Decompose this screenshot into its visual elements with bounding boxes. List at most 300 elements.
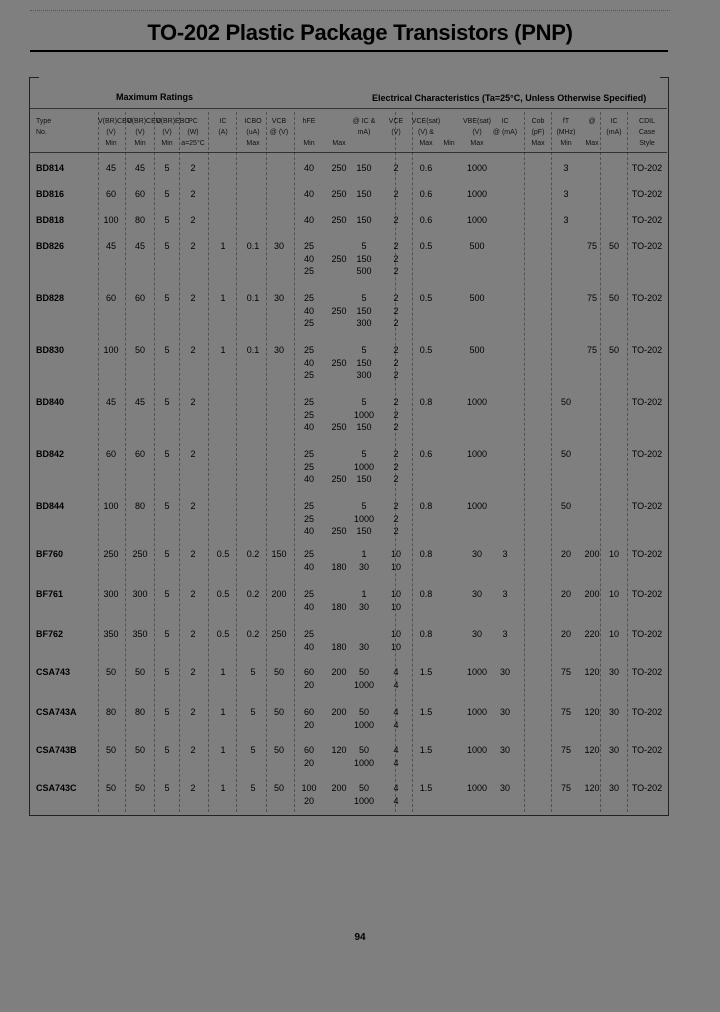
cell-vce: 2	[393, 370, 399, 380]
cell-hfe-min: 25	[303, 461, 314, 472]
cell-hfe-min: 40	[303, 601, 314, 612]
cell-ic: 1	[220, 241, 226, 251]
cell-ic-hfe: 150	[356, 422, 372, 432]
cell-ft: 75	[560, 667, 571, 677]
column-header-1-top: V(BR)CBO	[98, 118, 133, 125]
cell-vce-sat: 0.8	[419, 629, 433, 639]
column-header-16-bot: Max	[531, 140, 545, 147]
cell-vce: 2	[393, 357, 399, 368]
cell-ic: 1	[220, 783, 226, 793]
cell-vcbo: 45	[105, 397, 116, 407]
cell-ic-hfe: 500	[356, 266, 372, 276]
column-header-7-top: VCB	[271, 118, 287, 125]
cell-type: BD844	[36, 501, 65, 511]
cell-vce: 4	[393, 707, 399, 717]
cell-ic-hfe: 150	[356, 474, 372, 484]
top-dotted-rule	[30, 10, 670, 11]
cell-ic-hfe: 30	[358, 601, 369, 612]
cell-vce: 2	[393, 318, 399, 328]
cell-case: TO-202	[631, 667, 663, 677]
cell-hfe-min: 25	[303, 589, 314, 599]
cell-vceo: 50	[134, 667, 145, 677]
cell-vebo: 5	[164, 589, 170, 599]
cell-ft: 20	[560, 629, 571, 639]
cell-hfe-max: 200	[331, 783, 347, 793]
cell-ic: 1	[220, 293, 226, 303]
column-header-0-top: Type	[36, 118, 52, 125]
cell-ic-hfe: 5	[361, 293, 367, 303]
cell-vce-sat: 0.6	[419, 163, 433, 173]
cell-pc: 2	[190, 397, 196, 407]
cell-vceo: 60	[134, 449, 145, 459]
cell-vcb: 50	[273, 707, 284, 717]
cell-ic-hfe: 300	[356, 318, 372, 328]
column-header-11-top: VCE	[388, 118, 404, 125]
cell-ic-ft: 10	[608, 629, 619, 639]
column-header-4-mid: (W)	[187, 129, 199, 136]
cell-vce: 4	[393, 795, 399, 806]
column-header-16-mid: (pF)	[531, 129, 545, 136]
cell-vceo: 250	[132, 549, 148, 559]
cell-vce-sat: 0.6	[419, 215, 433, 225]
column-header-14-bot: Max	[470, 140, 484, 147]
column-header-6-mid: (uA)	[246, 129, 260, 136]
cell-vce-sat: 1.5	[419, 707, 433, 717]
cell-vce-sat: 1.5	[419, 745, 433, 755]
cell-ic-sat: 30	[499, 667, 510, 677]
cell-hfe-max: 250	[331, 422, 347, 432]
cell-ic-hfe: 1000	[353, 679, 375, 690]
cell-vbe-sat: 1000	[466, 667, 488, 677]
cell-hfe-min: 25	[303, 318, 314, 328]
cell-vbe-sat: 30	[471, 549, 482, 559]
cell-ic-sat: 3	[502, 629, 508, 639]
cell-pc: 2	[190, 629, 196, 639]
table-row	[0, 396, 720, 436]
cell-type: BD814	[36, 163, 65, 173]
cell-ic-hfe: 150	[356, 163, 372, 173]
cell-vebo: 5	[164, 549, 170, 559]
cell-vbe-sat: 1000	[466, 215, 488, 225]
page-title: TO-202 Plastic Package Transistors (PNP)	[147, 20, 573, 45]
cell-ic-ft: 50	[608, 345, 619, 355]
cell-ic-hfe: 1	[361, 589, 367, 599]
cell-pc: 2	[190, 345, 196, 355]
cell-vcb: 30	[273, 241, 284, 251]
cell-vebo: 5	[164, 163, 170, 173]
cell-ic-hfe: 150	[356, 189, 372, 199]
cell-hfe-max: 250	[331, 215, 347, 225]
cell-ft: 3	[563, 215, 569, 225]
cell-hfe-min: 25	[303, 409, 314, 420]
column-header-8-bot: Min	[303, 140, 315, 147]
cell-vce: 4	[393, 667, 399, 677]
cell-case: TO-202	[631, 345, 663, 355]
cell-ic-hfe: 5	[361, 397, 367, 407]
cell-ic-hfe: 150	[356, 305, 372, 316]
cell-ic-hfe: 50	[358, 745, 369, 755]
cell-case: TO-202	[631, 189, 663, 199]
cell-hfe-min: 25	[303, 549, 314, 559]
cell-vcbo: 60	[105, 293, 116, 303]
cell-vce-sat: 0.5	[419, 345, 433, 355]
cell-hfe-min: 20	[303, 719, 314, 730]
cell-ic-hfe: 5	[361, 501, 367, 511]
cell-case: TO-202	[631, 589, 663, 599]
cell-ft: 50	[560, 397, 571, 407]
cell-vceo: 50	[134, 345, 145, 355]
table-row	[0, 344, 720, 384]
cell-pc: 2	[190, 449, 196, 459]
cell-ft: 50	[560, 449, 571, 459]
cell-icbo: 5	[250, 745, 256, 755]
cell-hfe-min: 60	[303, 707, 314, 717]
cell-ft: 75	[560, 707, 571, 717]
cell-ic: 1	[220, 345, 226, 355]
column-header-18-bot: Max	[585, 140, 599, 147]
cell-vbe-sat: 30	[471, 629, 482, 639]
table-row	[0, 782, 720, 822]
cell-vceo: 60	[134, 189, 145, 199]
cell-vce: 4	[393, 719, 399, 730]
cell-vebo: 5	[164, 707, 170, 717]
cell-vceo: 50	[134, 783, 145, 793]
cell-ic: 1	[220, 745, 226, 755]
cell-hfe-min: 40	[303, 357, 314, 368]
column-header-19-mid: (mA)	[606, 129, 622, 136]
cell-vce: 2	[393, 526, 399, 536]
cell-vbe-sat: 1000	[466, 745, 488, 755]
cell-vcb: 150	[271, 549, 287, 559]
cell-case: TO-202	[631, 629, 663, 639]
cell-vceo: 300	[132, 589, 148, 599]
cell-vebo: 5	[164, 345, 170, 355]
cell-vce: 2	[393, 449, 399, 459]
column-header-14-top: VBE(sat)	[462, 118, 491, 125]
cell-ic-ft: 30	[608, 745, 619, 755]
cell-hfe-max: 250	[331, 305, 347, 316]
cell-ic-hfe: 150	[356, 526, 372, 536]
cell-vbe-sat: 500	[469, 293, 485, 303]
cell-pc: 2	[190, 215, 196, 225]
cell-vceo: 45	[134, 241, 145, 251]
cell-vcbo: 60	[105, 189, 116, 199]
column-header-17-bot: Min	[560, 140, 572, 147]
cell-ic-hfe: 300	[356, 370, 372, 380]
cell-vce: 2	[393, 266, 399, 276]
column-header-18-top: @	[588, 118, 596, 125]
cell-vbe-sat: 500	[469, 241, 485, 251]
cell-case: TO-202	[631, 745, 663, 755]
cell-type: BD816	[36, 189, 65, 199]
cell-type: BF761	[36, 589, 64, 599]
cell-vcbo: 50	[105, 783, 116, 793]
cell-vebo: 5	[164, 397, 170, 407]
page-number: 94	[354, 932, 366, 943]
cell-type: BF760	[36, 549, 64, 559]
cell-ic-hfe: 50	[358, 667, 369, 677]
cell-vce: 2	[393, 163, 399, 173]
table-row	[0, 666, 720, 706]
cell-hfe-min: 25	[303, 293, 314, 303]
cell-vebo: 5	[164, 189, 170, 199]
column-header-4-bot: a=25°C	[181, 140, 205, 147]
cell-hfe-max: 250	[331, 253, 347, 264]
cell-ic-sat: 30	[499, 745, 510, 755]
cell-vbe-sat: 1000	[466, 189, 488, 199]
cell-vcbo: 300	[103, 589, 119, 599]
column-header-20-top: CDIL	[639, 118, 655, 125]
cell-hfe-min: 40	[303, 561, 314, 572]
cell-ft: 20	[560, 589, 571, 599]
cell-ic-ft: 30	[608, 707, 619, 717]
cell-vceo: 80	[134, 501, 145, 511]
cell-hfe-max: 180	[331, 601, 347, 612]
cell-ic-hfe: 5	[361, 345, 367, 355]
cell-hfe-max: 250	[331, 474, 347, 484]
column-header-2-bot: Min	[134, 140, 146, 147]
cell-pc: 2	[190, 163, 196, 173]
cell-ic-hfe: 150	[356, 357, 372, 368]
cell-ic-hfe: 1000	[353, 409, 375, 420]
cell-vebo: 5	[164, 449, 170, 459]
cell-hfe-min: 25	[303, 345, 314, 355]
cell-vcb: 30	[273, 293, 284, 303]
cell-vce: 2	[393, 305, 399, 316]
cell-ic-hfe: 1000	[353, 461, 375, 472]
cell-ft: 75	[560, 745, 571, 755]
cell-vce: 4	[393, 679, 399, 690]
cell-case: TO-202	[631, 241, 663, 251]
cell-vce: 10	[390, 641, 401, 652]
table-row	[0, 744, 720, 784]
cell-vebo: 5	[164, 783, 170, 793]
cell-pc: 2	[190, 549, 196, 559]
cell-vcb: 50	[273, 667, 284, 677]
cell-icbo: 0.2	[246, 589, 260, 599]
cell-icbo: 5	[250, 667, 256, 677]
column-header-4-top: PC	[188, 118, 198, 125]
cell-ft-max: 200	[584, 549, 600, 559]
column-header-20-bot: Style	[639, 140, 655, 147]
cell-vebo: 5	[164, 667, 170, 677]
cell-ic-hfe: 5	[361, 241, 367, 251]
column-header-13-bot: Min	[443, 140, 455, 147]
cell-hfe-min: 40	[303, 163, 314, 173]
cell-ic-hfe: 30	[358, 561, 369, 572]
cell-vce-sat: 0.8	[419, 549, 433, 559]
cell-pc: 2	[190, 667, 196, 677]
cell-hfe-min: 25	[303, 501, 314, 511]
cell-icbo: 0.1	[246, 241, 260, 251]
group-max-ratings: Maximum Ratings	[116, 92, 194, 102]
cell-vebo: 5	[164, 215, 170, 225]
cell-vbe-sat: 1000	[466, 449, 488, 459]
cell-vce: 2	[393, 501, 399, 511]
cell-ft-max: 75	[586, 345, 597, 355]
cell-ft-max: 120	[584, 667, 600, 677]
cell-vce: 4	[393, 783, 399, 793]
cell-pc: 2	[190, 707, 196, 717]
cell-hfe-max: 200	[331, 667, 347, 677]
cell-hfe-min: 25	[303, 370, 314, 380]
cell-vce: 10	[390, 629, 401, 639]
cell-ic-ft: 10	[608, 549, 619, 559]
cell-vbe-sat: 1000	[466, 397, 488, 407]
column-header-9-bot: Max	[332, 140, 346, 147]
cell-hfe-min: 20	[303, 795, 314, 806]
cell-hfe-min: 40	[303, 422, 314, 432]
cell-case: TO-202	[631, 397, 663, 407]
cell-pc: 2	[190, 589, 196, 599]
cell-pc: 2	[190, 241, 196, 251]
cell-vce: 4	[393, 745, 399, 755]
cell-pc: 2	[190, 501, 196, 511]
table-row	[0, 548, 720, 588]
cell-ft: 3	[563, 189, 569, 199]
cell-ic-hfe: 1000	[353, 719, 375, 730]
cell-icbo: 0.1	[246, 293, 260, 303]
column-header-14-mid: (V)	[472, 129, 482, 136]
cell-ic-ft: 50	[608, 293, 619, 303]
cell-type: CSA743B	[36, 745, 77, 755]
cell-hfe-max: 250	[331, 357, 347, 368]
cell-ic-hfe: 50	[358, 783, 369, 793]
cell-icbo: 0.2	[246, 549, 260, 559]
cell-ic-ft: 30	[608, 667, 619, 677]
cell-vcb: 50	[273, 783, 284, 793]
cell-hfe-min: 25	[303, 449, 314, 459]
cell-ft-max: 120	[584, 707, 600, 717]
table-row	[0, 500, 720, 540]
cell-ft: 3	[563, 163, 569, 173]
cell-hfe-min: 20	[303, 757, 314, 768]
cell-hfe-min: 25	[303, 513, 314, 524]
table-row	[0, 448, 720, 488]
cell-vce: 10	[390, 561, 401, 572]
column-header-11-mid: (V)	[391, 129, 401, 136]
cell-vcb: 30	[273, 345, 284, 355]
column-header-8-top: hFE	[302, 118, 316, 125]
column-header-6-bot: Max	[246, 140, 260, 147]
cell-ic: 0.5	[216, 589, 230, 599]
cell-vce-sat: 1.5	[419, 783, 433, 793]
cell-icbo: 0.2	[246, 629, 260, 639]
cell-vebo: 5	[164, 501, 170, 511]
cell-ic-hfe: 1	[361, 549, 367, 559]
column-header-7-mid: @ (V)	[269, 129, 289, 136]
cell-vbe-sat: 1000	[466, 707, 488, 717]
cell-vceo: 80	[134, 215, 145, 225]
cell-vebo: 5	[164, 745, 170, 755]
cell-vce: 2	[393, 474, 399, 484]
cell-vce: 4	[393, 757, 399, 768]
cell-vcbo: 100	[103, 501, 119, 511]
cell-ft-max: 75	[586, 241, 597, 251]
cell-vceo: 60	[134, 293, 145, 303]
cell-hfe-min: 40	[303, 526, 314, 536]
cell-hfe-min: 100	[301, 783, 317, 793]
column-header-1-mid: (V)	[106, 129, 116, 136]
cell-ic: 0.5	[216, 549, 230, 559]
cell-hfe-min: 40	[303, 474, 314, 484]
cell-vcbo: 100	[103, 345, 119, 355]
group-electrical: Electrical Characteristics (Ta=25°C, Unless Otherwise Specified)	[372, 93, 647, 103]
cell-icbo: 0.1	[246, 345, 260, 355]
cell-ic-sat: 30	[499, 783, 510, 793]
cell-vcb: 250	[271, 629, 287, 639]
cell-ic-hfe: 1000	[353, 795, 375, 806]
column-header-15-mid: @ (mA)	[492, 129, 518, 136]
cell-ic-sat: 3	[502, 549, 508, 559]
cell-ic-hfe: 50	[358, 707, 369, 717]
cell-vbe-sat: 1000	[466, 783, 488, 793]
cell-hfe-max: 180	[331, 641, 347, 652]
cell-vcbo: 60	[105, 449, 116, 459]
cell-hfe-min: 25	[303, 266, 314, 276]
cell-case: TO-202	[631, 549, 663, 559]
cell-ft: 50	[560, 501, 571, 511]
column-header-2-top: V(BR)CEO	[127, 118, 162, 125]
cell-vce: 2	[393, 461, 399, 472]
cell-vce: 2	[393, 241, 399, 251]
cell-vceo: 45	[134, 397, 145, 407]
cell-pc: 2	[190, 783, 196, 793]
cell-ic-hfe: 1000	[353, 513, 375, 524]
cell-vceo: 350	[132, 629, 148, 639]
cell-vce-sat: 0.5	[419, 293, 433, 303]
cell-type: BD818	[36, 215, 65, 225]
cell-type: BD828	[36, 293, 65, 303]
cell-hfe-min: 60	[303, 667, 314, 677]
title-rule	[30, 50, 668, 52]
cell-type: BD842	[36, 449, 65, 459]
column-header-19-top: IC	[610, 118, 618, 125]
table-row	[0, 240, 720, 280]
cell-ic: 0.5	[216, 629, 230, 639]
column-header-15-top: IC	[501, 118, 509, 125]
cell-hfe-min: 40	[303, 305, 314, 316]
cell-case: TO-202	[631, 783, 663, 793]
cell-hfe-max: 250	[331, 163, 347, 173]
cell-vcbo: 250	[103, 549, 119, 559]
cell-ic-ft: 10	[608, 589, 619, 599]
cell-hfe-min: 60	[303, 745, 314, 755]
column-header-17-mid: (MHz)	[556, 129, 576, 136]
cell-case: TO-202	[631, 293, 663, 303]
cell-hfe-max: 250	[331, 189, 347, 199]
cell-pc: 2	[190, 745, 196, 755]
cell-hfe-min: 40	[303, 215, 314, 225]
cell-vce: 2	[393, 215, 399, 225]
cell-icbo: 5	[250, 707, 256, 717]
cell-vce: 10	[390, 589, 401, 599]
cell-icbo: 5	[250, 783, 256, 793]
table-row	[0, 588, 720, 628]
cell-hfe-min: 40	[303, 641, 314, 652]
cell-vcbo: 80	[105, 707, 116, 717]
cell-ic-hfe: 150	[356, 253, 372, 264]
cell-vce: 2	[393, 293, 399, 303]
cell-ic-ft: 50	[608, 241, 619, 251]
cell-vcbo: 45	[105, 163, 116, 173]
table-row	[0, 706, 720, 746]
cell-vce-sat: 0.8	[419, 501, 433, 511]
cell-vceo: 50	[134, 745, 145, 755]
column-header-5-mid: (A)	[218, 129, 228, 136]
cell-ft-max: 75	[586, 293, 597, 303]
cell-vce: 10	[390, 601, 401, 612]
